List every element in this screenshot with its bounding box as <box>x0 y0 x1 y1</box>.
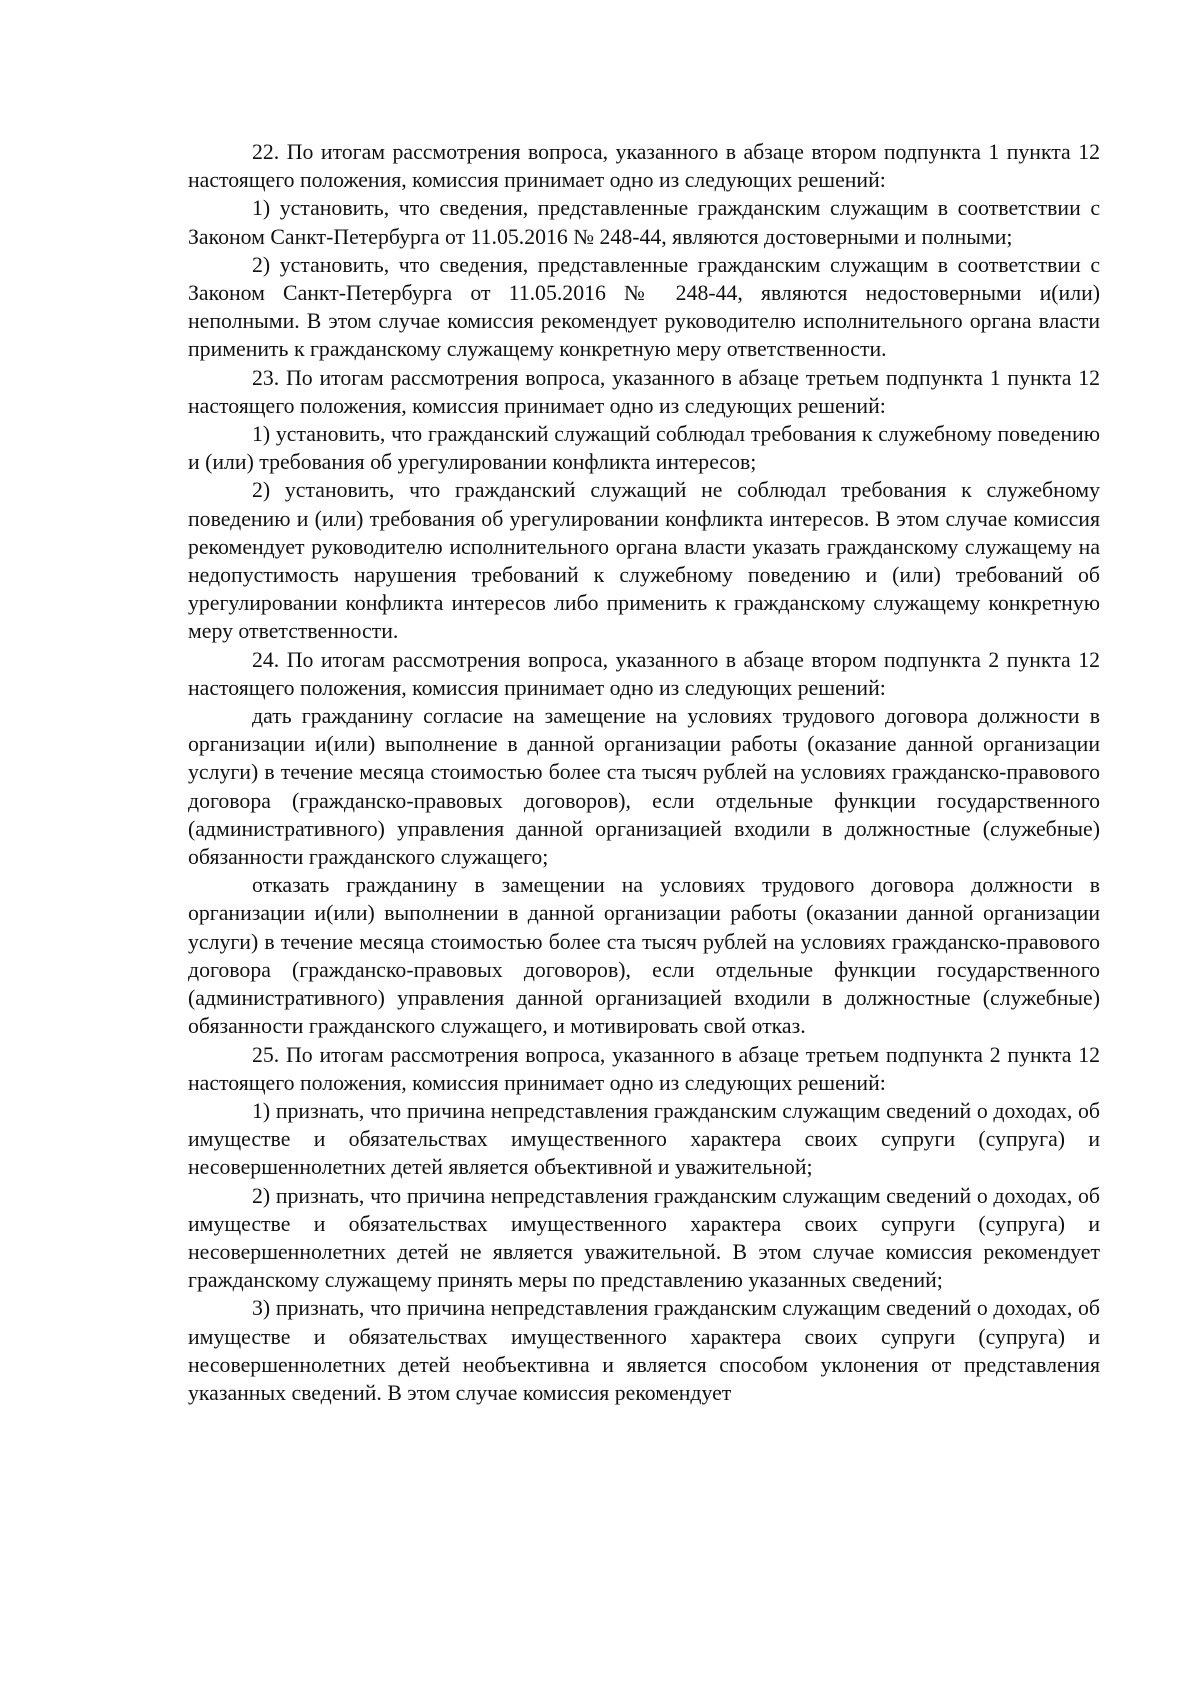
paragraph-25-item-3: 3) признать, что причина непредставления гражданским служащим сведений о доходах, об имуществе и обязательствах имущественного характера своих супруги (супруга) и несовершеннолетних детей необъективна и является способом уклонения от представления указанных сведений. В этом случае комиссия рекомендует <box>188 1296 1100 1405</box>
paragraph-25: 25. По итогам рассмотрения вопроса, указанного в абзаце третьем подпункта 2 пункта 12 настоящего положения, комиссия принимает одно из следующих решений: <box>188 1042 1100 1095</box>
paragraph-23-item-2: 2) установить, что гражданский служащий не соблюдал требования к служебному поведению и (или) требования об урегулировании конфликта интересов. В этом случае комиссия рекомендует руководителю исполнительного органа власти указать гражданскому служащему на недопустимость нарушения требований к служебному поведению и (или) требований об урегулировании конфликта интересов либо применить к гражданскому служащему конкретную меру ответственности. <box>188 478 1100 644</box>
paragraph-22-item-2: 2) установить, что сведения, представленные гражданским служащим в соответствии с Законом Санкт-Петербурга от 11.05.2016 № 248-44, являются недостоверными и(или) неполными. В этом случае комиссия рекомендует руководителю исполнительного органа власти применить к гражданскому служащему конкретную меру ответственности. <box>188 252 1100 362</box>
paragraph-22-item-1: 1) установить, что сведения, представленные гражданским служащим в соответствии с Законом Санкт-Петербурга от 11.05.2016 № 248-44, являются достоверными и полными; <box>188 196 1100 249</box>
paragraph-24: 24. По итогам рассмотрения вопроса, указанного в абзаце втором подпункта 2 пункта 12 настоящего положения, комиссия принимает одно из следующих решений: <box>188 647 1100 700</box>
document-page <box>188 138 1100 1407</box>
paragraph-24-option-consent: дать гражданину согласие на замещение на условиях трудового договора должности в организации и(или) выполнение в данной организации работы (оказание данной организации услуги) в течение месяца стоимостью более ста тысяч рублей на условиях гражданско-правового договора (гражданско-правовых договоров), если отдельные функции государственного (административного) управления данной организацией входили в должностные (служебные) обязанности гражданского служащего; <box>188 704 1100 870</box>
paragraph-23: 23. По итогам рассмотрения вопроса, указанного в абзаце третьем подпункта 1 пункта 12 настоящего положения, комиссия принимает одно из следующих решений: <box>188 365 1100 418</box>
paragraph-25-item-1: 1) признать, что причина непредставления гражданским служащим сведений о доходах, об имуществе и обязательствах имущественного характера своих супруги (супруга) и несовершеннолетних детей является объективной и уважительной; <box>188 1098 1100 1180</box>
paragraph-23-item-1: 1) установить, что гражданский служащий соблюдал требования к служебному поведению и (или) требования об урегулировании конфликта интересов; <box>188 422 1100 475</box>
paragraph-24-option-refusal: отказать гражданину в замещении на условиях трудового договора должности в организации и(или) выполнении в данной организации работы (оказании данной организации услуги) в течение месяца стоимостью более ста тысяч рублей на условиях гражданско-правового договора (гражданско-правовых договоров), если отдельные функции государственного (административного) управления данной организацией входили в должностные (служебные) обязанности гражданского служащего, и мотивировать свой отказ. <box>188 873 1100 1039</box>
paragraph-25-item-2: 2) признать, что причина непредставления гражданским служащим сведений о доходах, об имуществе и обязательствах имущественного характера своих супруги (супруга) и несовершеннолетних детей не является уважительной. В этом случае комиссия рекомендует гражданскому служащему принять меры по представлению указанных сведений; <box>188 1183 1100 1293</box>
paragraph-22: 22. По итогам рассмотрения вопроса, указанного в абзаце втором подпункта 1 пункта 12 настоящего положения, комиссия принимает одно из следующих решений: <box>188 140 1100 193</box>
